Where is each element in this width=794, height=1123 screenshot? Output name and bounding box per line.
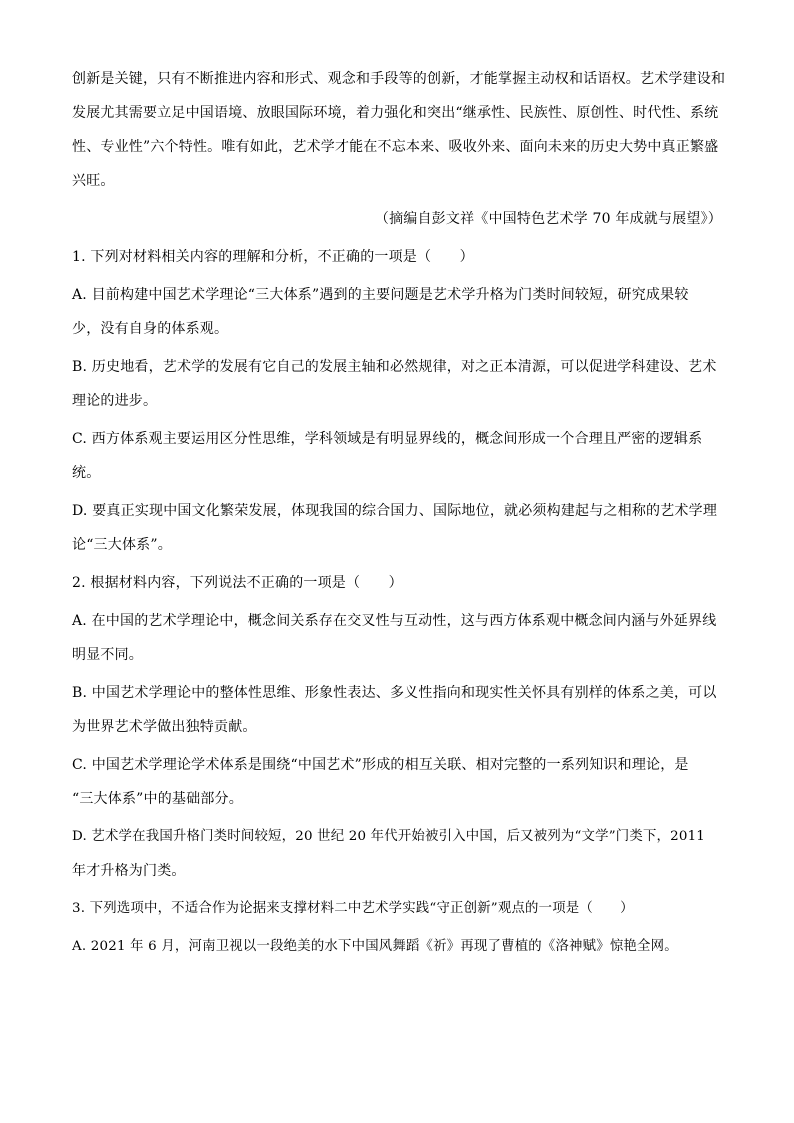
question-1-stem: 1. 下列对材料相关内容的理解和分析，不正确的一项是（ ） bbox=[72, 249, 474, 265]
question-2-option-a-cont: 明显不同。 bbox=[72, 647, 143, 663]
passage-line: 发展尤其需要立足中国语境、放眼国际环境，着力强化和突出“继承性、民族性、原创性、时代性、系统 bbox=[72, 105, 719, 121]
question-1-option-a-cont: 少，没有自身的体系观。 bbox=[72, 321, 229, 337]
question-1-option-c: C. 西方体系观主要运用区分性思维，学科领域是有明显界线的，概念间形成一个合理且严密的逻辑系 bbox=[72, 431, 703, 447]
question-1-option-d-cont: 论“三大体系”。 bbox=[72, 537, 172, 553]
question-2-option-a: A. 在中国的艺术学理论中，概念间关系存在交叉性与互动性，这与西方体系观中概念间内涵与外延界线 bbox=[72, 613, 717, 629]
question-1-option-b-cont: 理论的进步。 bbox=[72, 393, 158, 409]
question-2-option-d: D. 艺术学在我国升格门类时间较短，20 世纪 20 年代开始被引入中国，后又被列为“文学”门类下，2011 bbox=[72, 829, 706, 844]
passage-line: 创新是关键，只有不断推进内容和形式、观念和手段等的创新，才能掌握主动权和话语权。艺术学建设和 bbox=[72, 71, 726, 87]
passage-line: 性、专业性”六个特性。唯有如此，艺术学才能在不忘本来、吸收外来、面向未来的历史大势中真正繁盛 bbox=[72, 139, 719, 155]
document-page bbox=[72, 62, 726, 964]
source-citation: （摘编自彭文祥《中国特色艺术学 70 年成就与展望》） bbox=[374, 211, 722, 227]
question-3-option-a: A. 2021 年 6 月，河南卫视以一段绝美的水下中国风舞蹈《祈》再现了曹植的《洛神赋》惊艳全网。 bbox=[72, 939, 678, 954]
question-1-option-c-cont: 统。 bbox=[72, 465, 101, 481]
question-2-option-d-cont: 年才升格为门类。 bbox=[72, 863, 186, 879]
question-3-stem: 3. 下列选项中，不适合作为论据来支撑材料二中艺术学实践“守正创新”观点的一项是（ ） bbox=[72, 901, 634, 916]
question-2-option-b-cont: 为世界艺术学做出独特贡献。 bbox=[72, 719, 257, 735]
question-2-option-b: B. 中国艺术学理论中的整体性思维、形象性表达、多义性指向和现实性关怀具有别样的体系之美，可以 bbox=[72, 685, 717, 701]
question-1-option-b: B. 历史地看，艺术学的发展有它自己的发展主轴和必然规律，对之正本清源，可以促进学科建设、艺术 bbox=[72, 359, 717, 375]
question-1-option-a: A. 目前构建中国艺术学理论“三大体系”遇到的主要问题是艺术学升格为门类时间较短，研究成果较 bbox=[72, 287, 689, 303]
question-1-option-d: D. 要真正实现中国文化繁荣发展，体现我国的综合国力、国际地位，就必须构建起与之相称的艺术学理 bbox=[72, 503, 718, 519]
question-2-option-c: C. 中国艺术学理论学术体系是围绕“中国艺术”形成的相互关联、相对完整的一系列知识和理论，是 bbox=[72, 757, 689, 773]
question-2-stem: 2. 根据材料内容，下列说法不正确的一项是（ ） bbox=[72, 575, 403, 591]
question-2-option-c-cont: “三大体系”中的基础部分。 bbox=[72, 791, 243, 807]
passage-line: 兴旺。 bbox=[72, 173, 115, 189]
